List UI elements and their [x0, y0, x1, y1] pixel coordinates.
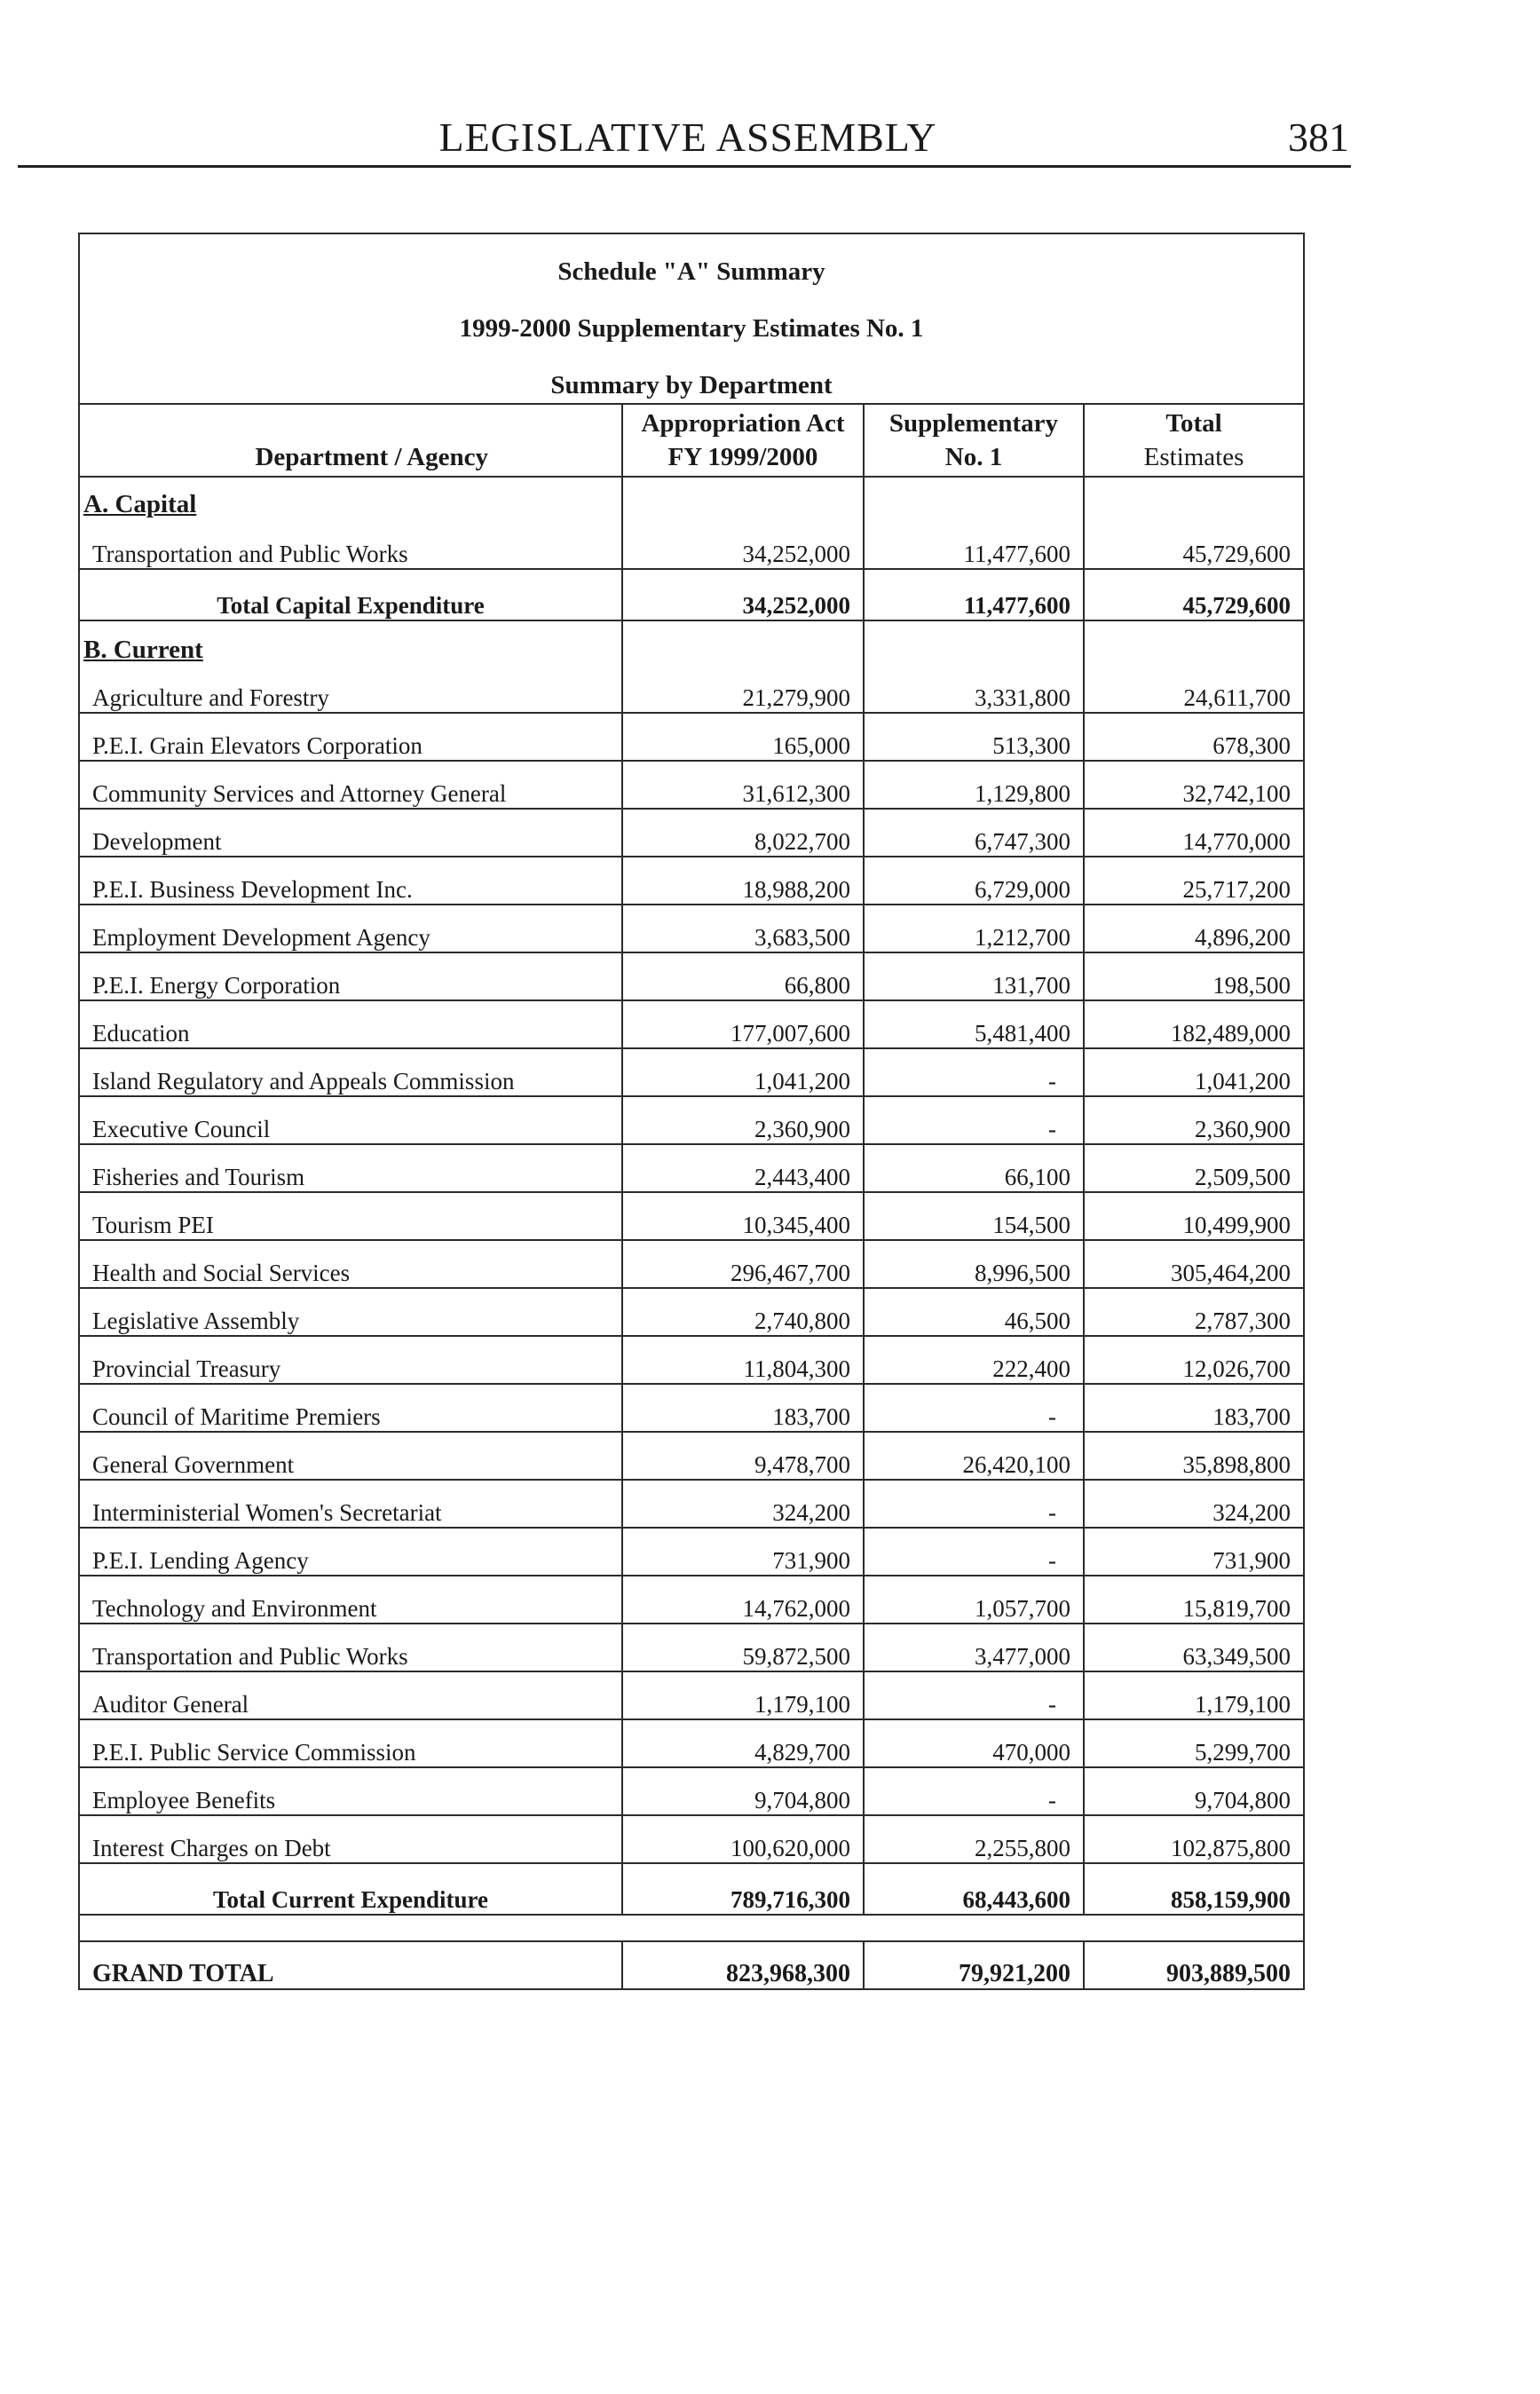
current-row-supplementary: 46,500 [864, 1288, 1084, 1336]
current-row-supplementary: 1,057,700 [864, 1576, 1084, 1624]
current-row-supplementary: - [864, 1767, 1084, 1815]
running-title: LEGISLATIVE ASSEMBLY [438, 115, 937, 160]
current-row-name: Interest Charges on Debt [79, 1815, 622, 1863]
current-row-name: Council of Maritime Premiers [79, 1384, 622, 1432]
current-row-supplementary: 2,255,800 [864, 1815, 1084, 1863]
spacer-row [79, 1915, 1304, 1941]
table-row [79, 1767, 1304, 1815]
table-row [79, 1815, 1304, 1863]
current-row-total: 2,787,300 [1084, 1288, 1304, 1336]
current-row-total: 1,179,100 [1084, 1671, 1304, 1719]
col-header-total-line2: Estimates [1143, 443, 1244, 471]
current-row-name: Provincial Treasury [79, 1336, 622, 1384]
table-row [79, 1240, 1304, 1288]
capital-total-appropriation: 34,252,000 [622, 569, 864, 620]
current-total-total: 858,159,900 [1084, 1863, 1304, 1915]
current-row-appropriation: 1,041,200 [622, 1048, 864, 1096]
col-header-department: Department / Agency [79, 404, 622, 477]
page-number: 381 [1288, 115, 1349, 160]
current-row-appropriation: 8,022,700 [622, 809, 864, 857]
table-row [79, 1384, 1304, 1432]
capital-total-row [79, 569, 1304, 620]
spacer-cell [79, 1915, 1304, 1941]
current-row-total: 1,041,200 [1084, 1048, 1304, 1096]
current-row-name: Technology and Environment [79, 1576, 622, 1624]
section-heading-current: B. Current [79, 620, 622, 665]
current-total-supplementary: 68,443,600 [864, 1863, 1084, 1915]
current-row-appropriation: 731,900 [622, 1528, 864, 1576]
current-row-0-name: Agriculture and Forestry [79, 665, 622, 713]
table-row [79, 1144, 1304, 1192]
current-row-name: Island Regulatory and Appeals Commission [79, 1048, 622, 1096]
col-header-appropriation-line2: FY 1999/2000 [667, 443, 818, 471]
current-row-total: 183,700 [1084, 1384, 1304, 1432]
table-row [79, 1719, 1304, 1767]
current-row-0-appropriation: 21,279,900 [622, 620, 864, 713]
current-total-appropriation: 789,716,300 [622, 1863, 864, 1915]
col-header-total-line1: Total [1165, 409, 1222, 438]
current-row-name: P.E.I. Lending Agency [79, 1528, 622, 1576]
current-row-total: 25,717,200 [1084, 857, 1304, 905]
section-heading-capital: A. Capital [79, 477, 622, 519]
current-row-name: Executive Council [79, 1096, 622, 1144]
current-row-total: 63,349,500 [1084, 1624, 1304, 1671]
current-row-appropriation: 9,704,800 [622, 1767, 864, 1815]
current-row-name: P.E.I. Public Service Commission [79, 1719, 622, 1767]
table-row [79, 905, 1304, 952]
caption-row [79, 233, 1304, 404]
current-row-appropriation: 9,478,700 [622, 1432, 864, 1480]
current-row-name: General Government [79, 1432, 622, 1480]
current-row-supplementary: - [864, 1528, 1084, 1576]
current-row-name: Legislative Assembly [79, 1288, 622, 1336]
header-rule [18, 165, 1351, 168]
running-head [27, 114, 1349, 167]
current-row-total: 10,499,900 [1084, 1192, 1304, 1240]
current-row-total: 2,509,500 [1084, 1144, 1304, 1192]
current-row-appropriation: 18,988,200 [622, 857, 864, 905]
current-row-appropriation: 2,740,800 [622, 1288, 864, 1336]
grand-total-supplementary: 79,921,200 [864, 1941, 1084, 1989]
current-row-supplementary: 5,481,400 [864, 1000, 1084, 1048]
current-row-total: 5,299,700 [1084, 1719, 1304, 1767]
current-row-supplementary: 66,100 [864, 1144, 1084, 1192]
col-header-supplementary [864, 404, 1084, 477]
capital-total-supplementary: 11,477,600 [864, 569, 1084, 620]
current-row-supplementary: 513,300 [864, 713, 1084, 761]
capital-total-total: 45,729,600 [1084, 569, 1304, 620]
table-row [79, 1288, 1304, 1336]
current-row-total: 9,704,800 [1084, 1767, 1304, 1815]
current-row-supplementary: 470,000 [864, 1719, 1084, 1767]
current-row-appropriation: 100,620,000 [622, 1815, 864, 1863]
current-row-total: 2,360,900 [1084, 1096, 1304, 1144]
table-row [79, 1671, 1304, 1719]
current-row-supplementary: - [864, 1096, 1084, 1144]
table-row [79, 1528, 1304, 1576]
column-header-row [79, 404, 1304, 477]
schedule-subtitle: 1999-2000 Supplementary Estimates No. 1 [459, 314, 924, 343]
table-row [79, 809, 1304, 857]
current-row-supplementary: 6,729,000 [864, 857, 1084, 905]
schedule-frame [78, 233, 1303, 2021]
current-row-name: Health and Social Services [79, 1240, 622, 1288]
current-row-name: Fisheries and Tourism [79, 1144, 622, 1192]
col-header-supplementary-line1: Supplementary [888, 409, 1059, 438]
table-row [79, 1000, 1304, 1048]
current-row-name: P.E.I. Grain Elevators Corporation [79, 713, 622, 761]
current-row-supplementary: - [864, 1480, 1084, 1528]
current-row-supplementary: - [864, 1384, 1084, 1432]
current-row-total: 182,489,000 [1084, 1000, 1304, 1048]
current-row-total: 15,819,700 [1084, 1576, 1304, 1624]
capital-appropriation: 34,252,000 [622, 477, 864, 569]
current-row-name: Development [79, 809, 622, 857]
current-row-supplementary: 222,400 [864, 1336, 1084, 1384]
table-row [79, 1432, 1304, 1480]
section-row-capital [79, 477, 1304, 519]
current-row-name: Auditor General [79, 1671, 622, 1719]
current-row-total: 731,900 [1084, 1528, 1304, 1576]
current-row-supplementary: 26,420,100 [864, 1432, 1084, 1480]
table-row [79, 1192, 1304, 1240]
current-total-row [79, 1863, 1304, 1915]
schedule-title: Schedule "A" Summary [557, 257, 825, 286]
current-row-appropriation: 296,467,700 [622, 1240, 864, 1288]
grand-total-total: 903,889,500 [1084, 1941, 1304, 1989]
schedule-subtitle2: Summary by Department [550, 371, 833, 399]
current-row-total: 102,875,800 [1084, 1815, 1304, 1863]
table-row [79, 1576, 1304, 1624]
current-row-name: P.E.I. Business Development Inc. [79, 857, 622, 905]
current-row-appropriation: 10,345,400 [622, 1192, 864, 1240]
current-row-appropriation: 2,360,900 [622, 1096, 864, 1144]
current-row-appropriation: 14,762,000 [622, 1576, 864, 1624]
current-total-label: Total Current Expenditure [79, 1863, 622, 1915]
col-header-total [1084, 404, 1304, 477]
capital-row-name: Transportation and Public Works [79, 519, 622, 569]
current-row-appropriation: 59,872,500 [622, 1624, 864, 1671]
current-row-total: 678,300 [1084, 713, 1304, 761]
current-row-name: Transportation and Public Works [79, 1624, 622, 1671]
current-row-appropriation: 2,443,400 [622, 1144, 864, 1192]
current-row-name: Employment Development Agency [79, 905, 622, 952]
current-row-name: Interministerial Women's Secretariat [79, 1480, 622, 1528]
col-header-supplementary-line2: No. 1 [944, 443, 1003, 471]
col-header-appropriation [622, 404, 864, 477]
current-row-supplementary: 6,747,300 [864, 809, 1084, 857]
current-row-supplementary: 1,212,700 [864, 905, 1084, 952]
current-row-appropriation: 4,829,700 [622, 1719, 864, 1767]
current-row-appropriation: 324,200 [622, 1480, 864, 1528]
capital-total: 45,729,600 [1084, 477, 1304, 569]
current-row-0-supplementary: 3,331,800 [864, 620, 1084, 713]
current-row-name: P.E.I. Energy Corporation [79, 952, 622, 1000]
current-row-total: 14,770,000 [1084, 809, 1304, 857]
table-row [79, 761, 1304, 809]
current-row-supplementary: 8,996,500 [864, 1240, 1084, 1288]
current-row-supplementary: 154,500 [864, 1192, 1084, 1240]
schedule-table [78, 233, 1305, 1990]
grand-total-label: GRAND TOTAL [79, 1941, 622, 1989]
current-row-appropriation: 183,700 [622, 1384, 864, 1432]
current-row-name: Employee Benefits [79, 1767, 622, 1815]
grand-total-appropriation: 823,968,300 [622, 1941, 864, 1989]
table-row [79, 952, 1304, 1000]
current-row-name: Education [79, 1000, 622, 1048]
table-row [79, 1096, 1304, 1144]
current-row-appropriation: 31,612,300 [622, 761, 864, 809]
current-row-total: 35,898,800 [1084, 1432, 1304, 1480]
section-row-current [79, 620, 1304, 665]
current-row-supplementary: 1,129,800 [864, 761, 1084, 809]
table-row [79, 1624, 1304, 1671]
col-header-appropriation-line1: Appropriation Act [641, 409, 845, 438]
table-row [79, 713, 1304, 761]
current-row-appropriation: 66,800 [622, 952, 864, 1000]
current-row-0-total: 24,611,700 [1084, 620, 1304, 713]
table-row [79, 1336, 1304, 1384]
current-row-total: 4,896,200 [1084, 905, 1304, 952]
current-row-total: 305,464,200 [1084, 1240, 1304, 1288]
table-row [79, 1048, 1304, 1096]
current-row-total: 324,200 [1084, 1480, 1304, 1528]
table-row [79, 1480, 1304, 1528]
current-row-appropriation: 1,179,100 [622, 1671, 864, 1719]
current-row-appropriation: 3,683,500 [622, 905, 864, 952]
current-rows [79, 713, 1304, 1863]
current-row-appropriation: 11,804,300 [622, 1336, 864, 1384]
current-row-total: 32,742,100 [1084, 761, 1304, 809]
capital-supplementary: 11,477,600 [864, 477, 1084, 569]
current-row-total: 12,026,700 [1084, 1336, 1304, 1384]
current-row-supplementary: - [864, 1048, 1084, 1096]
table-row [79, 857, 1304, 905]
current-row-name: Tourism PEI [79, 1192, 622, 1240]
current-row-supplementary: 131,700 [864, 952, 1084, 1000]
current-row-supplementary: - [864, 1671, 1084, 1719]
current-row-supplementary: 3,477,000 [864, 1624, 1084, 1671]
current-row-total: 198,500 [1084, 952, 1304, 1000]
current-row-appropriation: 177,007,600 [622, 1000, 864, 1048]
current-row-appropriation: 165,000 [622, 713, 864, 761]
capital-total-label: Total Capital Expenditure [79, 569, 622, 620]
caption-cell [79, 233, 1304, 404]
grand-total-row [79, 1941, 1304, 1989]
current-row-name: Community Services and Attorney General [79, 761, 622, 809]
